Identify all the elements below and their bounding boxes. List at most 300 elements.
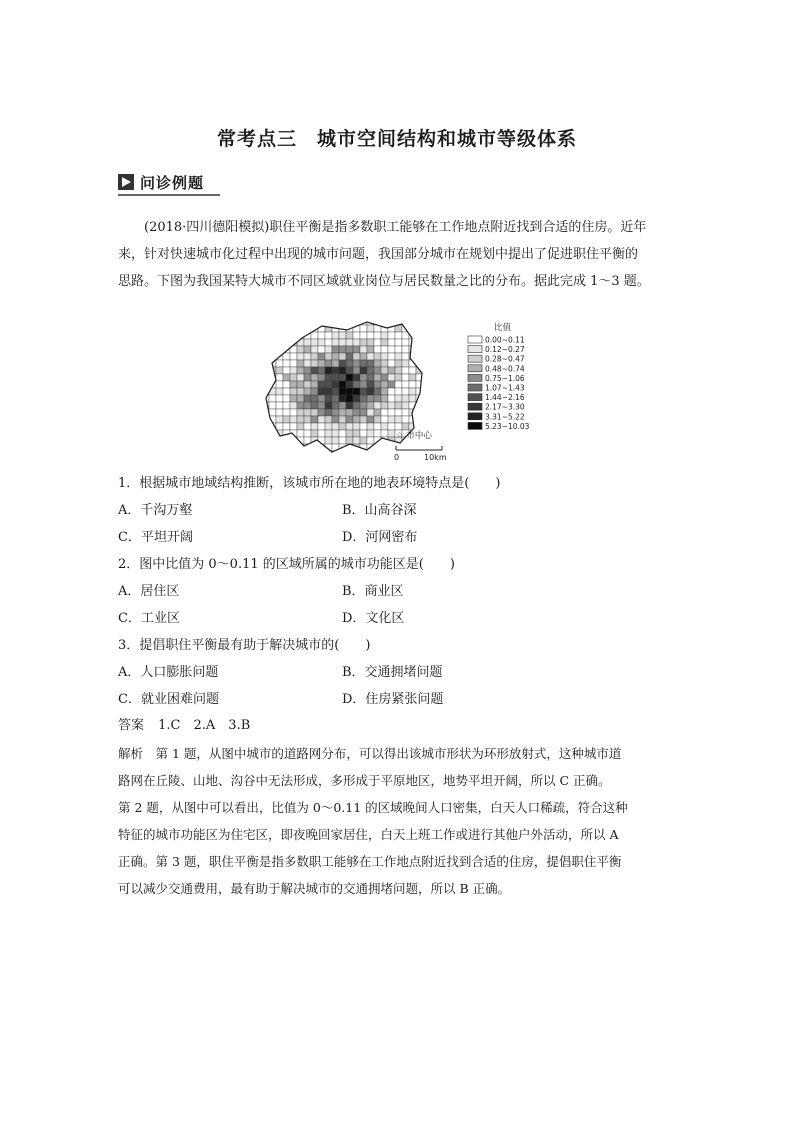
district-cell <box>388 402 395 409</box>
option-3a: A．人口膨胀问题 <box>118 665 219 680</box>
district-cell <box>290 444 297 451</box>
district-cell <box>381 402 388 409</box>
district-cell <box>269 451 276 458</box>
district-cell <box>367 388 374 395</box>
district-cell <box>402 409 409 416</box>
analysis-line: 解析 第 1 题，从图中城市的道路网分布，可以得出该城市形状为环形放射式，这种城市道 <box>118 746 622 761</box>
district-cell <box>339 353 346 360</box>
district-cell <box>339 416 346 423</box>
district-cell <box>360 416 367 423</box>
district-cell <box>311 423 318 430</box>
district-cell <box>423 332 430 339</box>
district-cell <box>304 423 311 430</box>
legend-swatch <box>468 336 482 343</box>
district-cell <box>360 367 367 374</box>
analysis-line: 特征的城市功能区为住宅区，即夜晚回家居住，白天上班工作或进行其他户外活动，所以 A <box>118 827 619 842</box>
district-cell <box>409 339 416 346</box>
district-cell <box>395 388 402 395</box>
district-cell <box>318 402 325 409</box>
district-cell <box>353 332 360 339</box>
district-cell <box>339 318 346 325</box>
district-cell <box>374 374 381 381</box>
district-cell <box>304 346 311 353</box>
district-cell <box>353 360 360 367</box>
district-cell <box>262 360 269 367</box>
district-cell <box>374 402 381 409</box>
district-cell <box>283 367 290 374</box>
option-3d: D．住房紧张问题 <box>342 692 444 707</box>
district-cell <box>395 360 402 367</box>
district-cell <box>304 402 311 409</box>
district-cell <box>423 325 430 332</box>
district-cell <box>297 367 304 374</box>
district-cell <box>381 430 388 437</box>
district-cell <box>332 360 339 367</box>
intro-line: (2018·四川德阳模拟)职住平衡是指多数职工能够在工作地点附近找到合适的住房。近年 <box>144 220 647 235</box>
district-cell <box>360 353 367 360</box>
district-cell <box>367 381 374 388</box>
district-cell <box>276 374 283 381</box>
option-1d: D．河网密布 <box>342 530 418 545</box>
district-cell <box>374 395 381 402</box>
district-cell <box>332 409 339 416</box>
district-cell <box>367 367 374 374</box>
district-cell <box>325 318 332 325</box>
district-cell <box>269 346 276 353</box>
district-cell <box>381 409 388 416</box>
district-cell <box>332 395 339 402</box>
district-cell <box>318 339 325 346</box>
district-cell <box>353 437 360 444</box>
district-cell <box>339 402 346 409</box>
district-cell <box>388 416 395 423</box>
legend-label: 3.31~5.22 <box>485 412 525 422</box>
district-cell <box>374 367 381 374</box>
district-cell <box>339 430 346 437</box>
district-cell <box>304 451 311 458</box>
district-cell <box>339 367 346 374</box>
district-cell <box>346 339 353 346</box>
district-cell <box>332 423 339 430</box>
district-cell <box>339 437 346 444</box>
district-cell <box>346 374 353 381</box>
district-cell <box>262 444 269 451</box>
district-cell <box>395 409 402 416</box>
district-cell <box>388 353 395 360</box>
district-cell <box>388 346 395 353</box>
district-cell <box>325 360 332 367</box>
district-cell <box>276 444 283 451</box>
legend-label: 2.17~3.30 <box>485 402 525 412</box>
district-cell <box>325 388 332 395</box>
district-cell <box>276 451 283 458</box>
district-cell <box>374 388 381 395</box>
district-cell <box>332 430 339 437</box>
district-cell <box>339 409 346 416</box>
district-cell <box>304 339 311 346</box>
district-cell <box>346 395 353 402</box>
district-cell <box>353 367 360 374</box>
district-cell <box>395 353 402 360</box>
district-cell <box>276 360 283 367</box>
district-cell <box>276 395 283 402</box>
option-1a: A．千沟万壑 <box>118 503 193 518</box>
district-cell <box>423 346 430 353</box>
district-cell <box>332 402 339 409</box>
district-cell <box>290 332 297 339</box>
district-cell <box>395 332 402 339</box>
options-row <box>118 524 680 551</box>
district-cell <box>402 388 409 395</box>
district-cell <box>262 318 269 325</box>
district-cell <box>360 325 367 332</box>
district-cell <box>318 346 325 353</box>
district-cell <box>381 346 388 353</box>
district-cell <box>346 437 353 444</box>
district-cell <box>262 437 269 444</box>
district-cell <box>339 395 346 402</box>
district-cell <box>311 381 318 388</box>
district-cell <box>290 360 297 367</box>
district-cell <box>269 339 276 346</box>
district-cell <box>381 332 388 339</box>
district-cell <box>360 381 367 388</box>
district-cell <box>423 402 430 409</box>
district-cell <box>311 395 318 402</box>
district-cell <box>416 325 423 332</box>
district-cell <box>262 423 269 430</box>
district-cell <box>360 423 367 430</box>
district-cell <box>381 318 388 325</box>
district-cell <box>346 367 353 374</box>
district-cell <box>416 318 423 325</box>
center-label: ☆ 市中心 <box>396 431 432 441</box>
answer-label: 答案 <box>118 718 145 733</box>
intro-paragraph <box>118 214 680 295</box>
district-cell <box>374 409 381 416</box>
district-cell <box>318 353 325 360</box>
district-cell <box>311 388 318 395</box>
district-cell <box>297 395 304 402</box>
district-cell <box>283 325 290 332</box>
district-cell <box>374 346 381 353</box>
district-cell <box>374 353 381 360</box>
district-cell <box>276 437 283 444</box>
district-cell <box>262 353 269 360</box>
district-cell <box>325 367 332 374</box>
district-cell <box>402 416 409 423</box>
district-cell <box>346 430 353 437</box>
district-cell <box>409 374 416 381</box>
district-cell <box>325 437 332 444</box>
district-cell <box>409 451 416 458</box>
district-cell <box>262 374 269 381</box>
district-cell <box>269 444 276 451</box>
district-cell <box>360 360 367 367</box>
district-cell <box>325 332 332 339</box>
district-cell <box>269 325 276 332</box>
legend-swatch <box>468 422 482 429</box>
district-cell <box>353 346 360 353</box>
district-cell <box>304 353 311 360</box>
district-cell <box>262 346 269 353</box>
district-cell <box>388 395 395 402</box>
district-cell <box>423 360 430 367</box>
district-cell <box>395 374 402 381</box>
section-divider <box>118 194 220 196</box>
district-cell <box>367 332 374 339</box>
district-cell <box>297 346 304 353</box>
district-cell <box>290 402 297 409</box>
ratio-map-figure <box>262 318 552 466</box>
district-cell <box>423 423 430 430</box>
district-cell <box>360 402 367 409</box>
district-cell <box>346 388 353 395</box>
district-cell <box>325 451 332 458</box>
district-cell <box>269 437 276 444</box>
district-cell <box>381 451 388 458</box>
district-cell <box>360 339 367 346</box>
district-cell <box>346 346 353 353</box>
district-cell <box>416 339 423 346</box>
district-cell <box>416 416 423 423</box>
district-cell <box>367 416 374 423</box>
option-2b: B．商业区 <box>342 584 404 599</box>
district-cell <box>318 360 325 367</box>
section-header <box>118 172 220 192</box>
option-1c: C．平坦开阔 <box>118 530 193 545</box>
option-1b: B．山高谷深 <box>342 503 417 518</box>
district-cell <box>409 395 416 402</box>
intro-line: 思路。下图为我国某特大城市不同区域就业岗位与居民数量之比的分布。据此完成 1～3 题。 <box>118 274 650 289</box>
district-cell <box>416 451 423 458</box>
district-cell <box>325 346 332 353</box>
district-cell <box>304 395 311 402</box>
district-cell <box>374 381 381 388</box>
district-cell <box>297 339 304 346</box>
district-cell <box>290 381 297 388</box>
district-cell <box>311 416 318 423</box>
district-cell <box>276 381 283 388</box>
district-cell <box>332 318 339 325</box>
district-cell <box>276 325 283 332</box>
district-cell <box>353 388 360 395</box>
district-cell <box>367 437 374 444</box>
district-cell <box>262 367 269 374</box>
question-stem-3: 3．提倡职住平衡最有助于解决城市的( ) <box>118 638 371 653</box>
district-cell <box>325 416 332 423</box>
district-cell <box>374 339 381 346</box>
district-cell <box>332 346 339 353</box>
district-cell <box>325 423 332 430</box>
district-cell <box>262 430 269 437</box>
district-cell <box>388 367 395 374</box>
district-cell <box>283 353 290 360</box>
legend-label: 1.07~1.43 <box>485 383 525 393</box>
district-cell <box>339 374 346 381</box>
district-cell <box>311 360 318 367</box>
analysis-line: 第 2 题，从图中可以看出，比值为 0～0.11 的区域晚间人口密集，白天人口稀疏，符合这种 <box>118 800 628 815</box>
district-cell <box>381 423 388 430</box>
district-cell <box>311 430 318 437</box>
district-cell <box>290 451 297 458</box>
district-cell <box>297 374 304 381</box>
district-cell <box>276 423 283 430</box>
district-cell <box>318 332 325 339</box>
district-cell <box>388 444 395 451</box>
district-cell <box>269 430 276 437</box>
district-cell <box>409 367 416 374</box>
district-cell <box>297 402 304 409</box>
section-label: 问诊例题 <box>140 173 205 192</box>
district-cell <box>332 367 339 374</box>
district-cell <box>360 346 367 353</box>
district-cell <box>402 318 409 325</box>
district-cell <box>367 360 374 367</box>
district-cell <box>339 346 346 353</box>
district-cell <box>353 395 360 402</box>
district-cell <box>339 423 346 430</box>
district-cell <box>283 381 290 388</box>
district-cell <box>318 381 325 388</box>
district-cell <box>416 402 423 409</box>
district-cell <box>395 423 402 430</box>
district-cell <box>381 395 388 402</box>
district-cell <box>423 395 430 402</box>
district-cell <box>297 451 304 458</box>
district-cell <box>276 388 283 395</box>
district-cell <box>276 318 283 325</box>
question-stem-1: 1．根据城市地域结构推断，该城市所在地的地表环境特点是( ) <box>118 476 501 491</box>
district-cell <box>395 381 402 388</box>
district-cell <box>311 318 318 325</box>
district-cell <box>402 395 409 402</box>
analysis-line: 正确。第 3 题，职住平衡是指多数职工能够在工作地点附近找到合适的住房，提倡职住平衡 <box>118 854 622 869</box>
district-cell <box>402 353 409 360</box>
district-cell <box>276 367 283 374</box>
district-cell <box>290 367 297 374</box>
district-cell <box>311 367 318 374</box>
district-cell <box>283 416 290 423</box>
district-cell <box>367 451 374 458</box>
district-cell <box>262 451 269 458</box>
answer-line <box>118 714 250 738</box>
district-cell <box>381 374 388 381</box>
district-cell <box>374 451 381 458</box>
district-cell <box>388 332 395 339</box>
district-cell <box>381 367 388 374</box>
district-cell <box>283 318 290 325</box>
district-cell <box>388 374 395 381</box>
district-cell <box>367 430 374 437</box>
district-cell <box>332 332 339 339</box>
district-cell <box>276 416 283 423</box>
district-cell <box>374 423 381 430</box>
district-cell <box>367 395 374 402</box>
district-cell <box>325 430 332 437</box>
district-cell <box>360 332 367 339</box>
options-row <box>118 605 680 632</box>
district-cell <box>395 367 402 374</box>
district-cell <box>325 409 332 416</box>
district-cell <box>290 353 297 360</box>
page-title: 常考点三 城市空间结构和城市等级体系 <box>216 128 577 150</box>
district-cell <box>269 395 276 402</box>
question-stem-2: 2．图中比值为 0～0.11 的区域所属的城市功能区是( ) <box>118 557 455 572</box>
district-cell <box>283 388 290 395</box>
legend-label: 0.75~1.06 <box>485 373 525 383</box>
district-cell <box>346 451 353 458</box>
district-cell <box>423 416 430 423</box>
legend-swatch <box>468 346 482 353</box>
district-cell <box>311 346 318 353</box>
district-cell <box>283 444 290 451</box>
district-cell <box>297 318 304 325</box>
district-cell <box>416 423 423 430</box>
district-cell <box>318 388 325 395</box>
district-cell <box>304 409 311 416</box>
district-cell <box>367 409 374 416</box>
district-cell <box>325 395 332 402</box>
district-cell <box>346 423 353 430</box>
district-cell <box>381 444 388 451</box>
district-cell <box>339 451 346 458</box>
district-cell <box>374 430 381 437</box>
district-cell <box>353 430 360 437</box>
district-cell <box>360 451 367 458</box>
legend-swatch <box>468 374 482 381</box>
district-cell <box>304 360 311 367</box>
district-cell <box>269 318 276 325</box>
district-cell <box>304 388 311 395</box>
district-cell <box>269 402 276 409</box>
district-cell <box>395 346 402 353</box>
district-cell <box>402 402 409 409</box>
district-cell <box>297 416 304 423</box>
district-cell <box>325 374 332 381</box>
district-cell <box>353 318 360 325</box>
district-cell <box>325 339 332 346</box>
ratio-map <box>262 318 552 466</box>
district-cell <box>297 409 304 416</box>
district-cell <box>325 353 332 360</box>
district-cell <box>416 353 423 360</box>
district-cell <box>311 374 318 381</box>
legend-swatch <box>468 355 482 362</box>
scale-end: 10km <box>424 453 447 462</box>
district-cell <box>318 423 325 430</box>
district-cell <box>318 374 325 381</box>
district-cell <box>339 339 346 346</box>
district-cell <box>283 423 290 430</box>
district-cell <box>283 437 290 444</box>
district-cell <box>304 430 311 437</box>
district-cell <box>402 367 409 374</box>
district-cell <box>283 339 290 346</box>
district-cell <box>276 402 283 409</box>
district-cell <box>395 416 402 423</box>
district-cell <box>423 381 430 388</box>
district-cell <box>304 374 311 381</box>
district-cell <box>409 381 416 388</box>
options-row <box>118 659 680 686</box>
district-cell <box>360 409 367 416</box>
district-cell <box>388 339 395 346</box>
district-cell <box>262 325 269 332</box>
district-cell <box>297 325 304 332</box>
district-cell <box>395 402 402 409</box>
district-cell <box>402 339 409 346</box>
